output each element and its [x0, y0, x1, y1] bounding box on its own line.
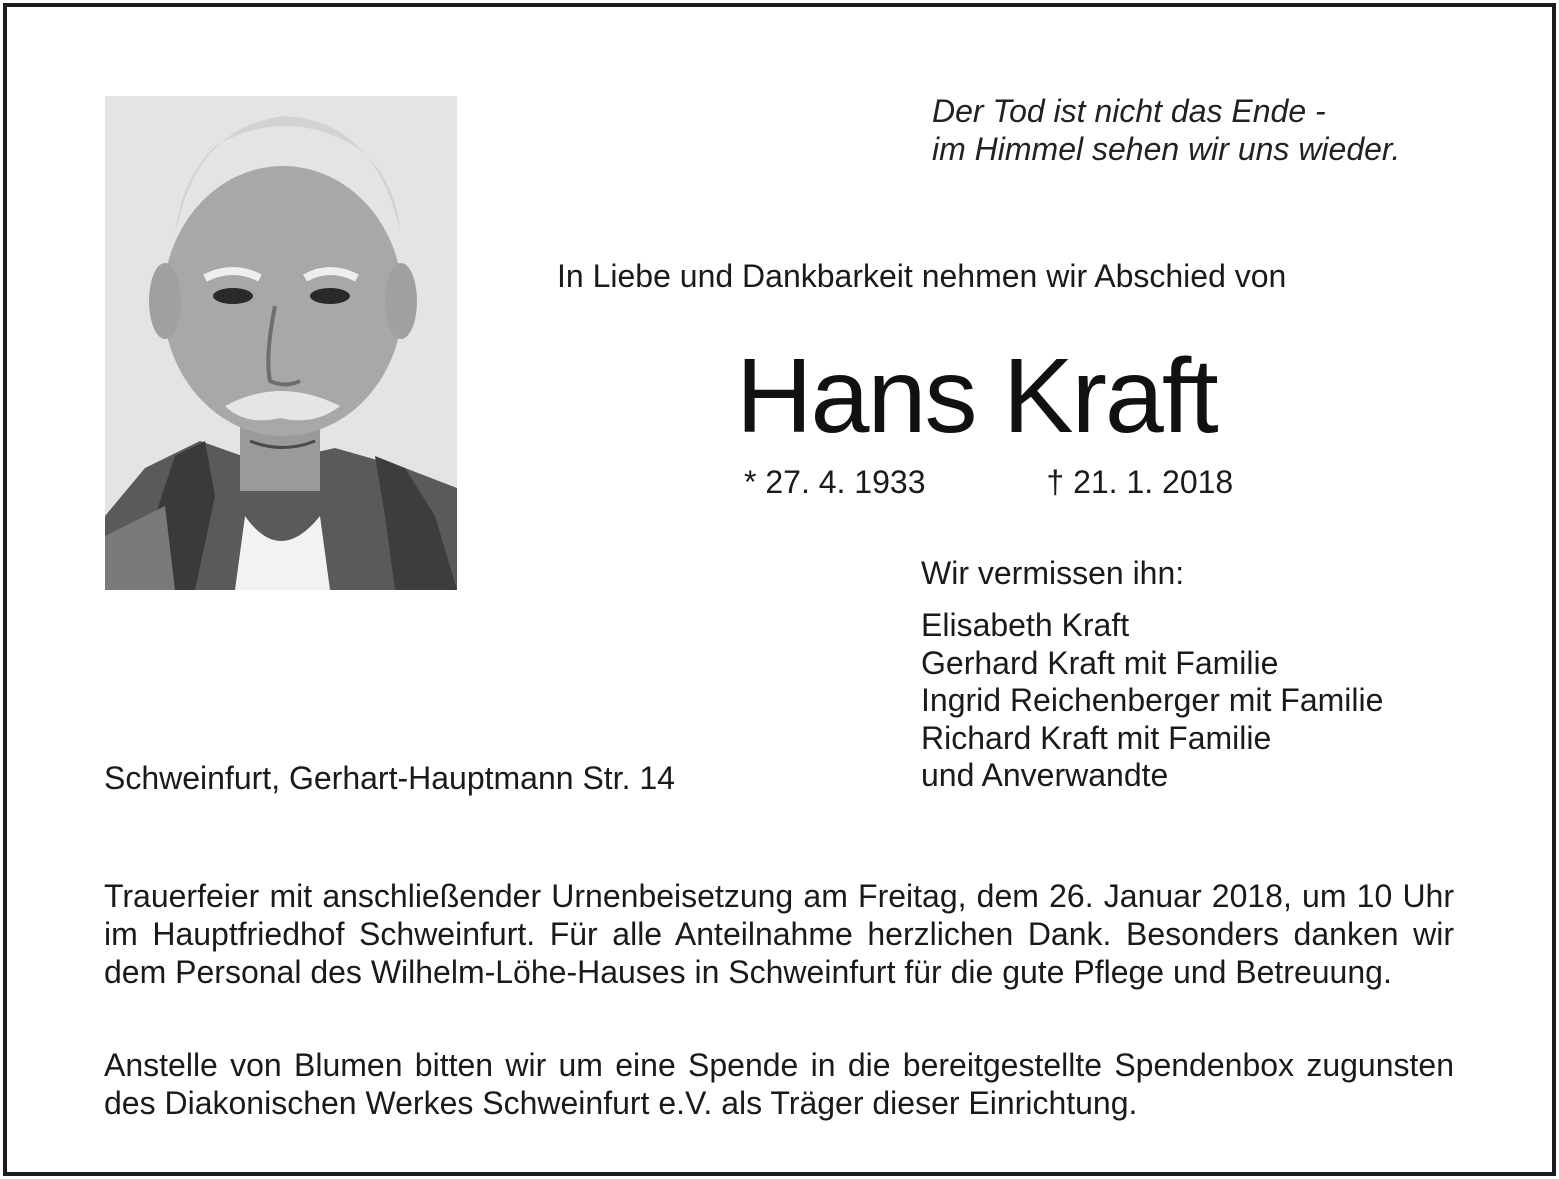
missing-label: Wir vermissen ihn: — [921, 555, 1185, 591]
deceased-name: Hans Kraft — [736, 337, 1217, 455]
death-date: † 21. 1. 2018 — [1046, 464, 1234, 500]
address: Schweinfurt, Gerhart-Hauptmann Str. 14 — [104, 760, 675, 796]
funeral-paragraph: Trauerfeier mit anschließender Urnenbeisetzung am Freitag, dem 26. Januar 2018, um 10 Uhr im Hauptfriedhof Schweinfurt. Für alle Anteilnahme herzlichen Dank. Besonders danken wir dem Personal des Wilhelm-Löhe-Hauses in Schweinfurt für die gute Pflege und Betreuung. — [104, 878, 1454, 990]
motto-line-1: Der Tod ist nicht das Ende - — [932, 93, 1326, 129]
mourner-item: und Anverwandte — [921, 757, 1169, 793]
farewell-intro: In Liebe und Dankbarkeit nehmen wir Abschied von — [557, 258, 1287, 294]
mourners-list — [921, 607, 1383, 795]
motto-verse — [932, 92, 1400, 168]
motto-line-2: im Himmel sehen wir uns wieder. — [932, 131, 1401, 167]
birth-date: * 27. 4. 1933 — [744, 464, 926, 500]
portrait-photo — [105, 96, 457, 590]
mourner-item: Gerhard Kraft mit Familie — [921, 644, 1279, 681]
mourner-item: Richard Kraft mit Familie — [921, 719, 1272, 756]
donation-paragraph: Anstelle von Blumen bitten wir um eine Spende in die bereitgestellte Spendenbox zugunsten des Diakonischen Werkes Schweinfurt e.V. als Träger dieser Einrichtung. — [104, 1047, 1454, 1121]
mourner-item: Elisabeth Kraft — [921, 607, 1130, 643]
mourner-item: Ingrid Reichenberger mit Familie — [921, 682, 1384, 718]
life-dates — [744, 462, 1233, 502]
